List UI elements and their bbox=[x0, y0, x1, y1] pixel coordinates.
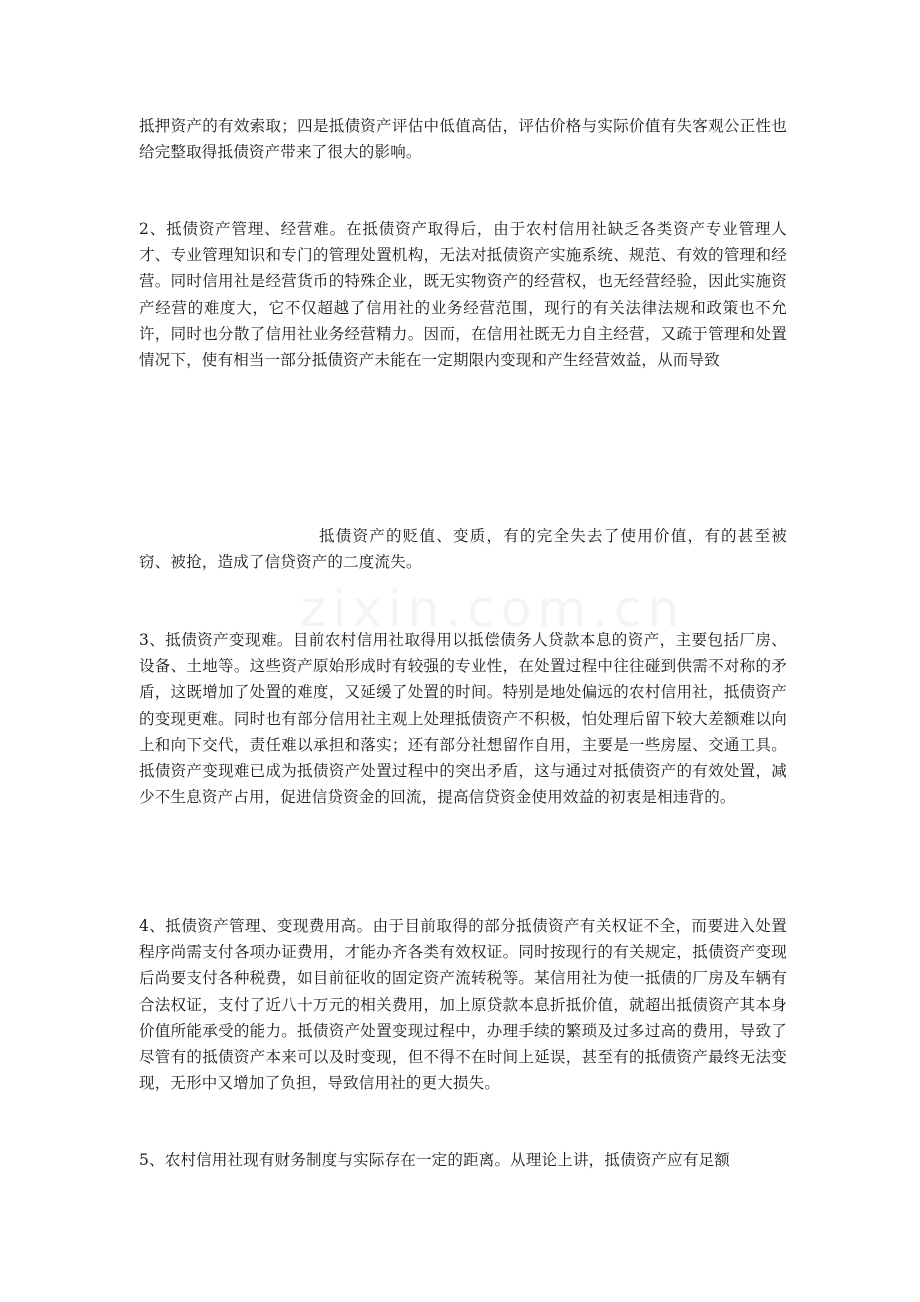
paragraph-5: 4、抵债资产管理、变现费用高。由于目前取得的部分抵债资产有关权证不全，而要进入处置程序尚需支付各项办证费用，才能办齐各类有效权证。同时按现行的有关规定，抵债资产变现后尚要支付各种税费，如目前征收的固定资产流转税等。某信用社为使一抵债的厂房及车辆有合法权证，支付了近八十万元的相关费用，加上原贷款本息折抵价值，就超出抵债资产其本身价值所能承受的能力。抵债资产处置变现过程中，办理手续的繁琐及过多过高的费用，导致了尽管有的抵债资产本来可以及时变现，但不得不在时间上延误，甚至有的抵债资产最终无法变现，无形中又增加了负担，导致信用社的更大损失。 bbox=[139, 917, 787, 1093]
paragraph-2: 2、抵债资产管理、经营难。在抵债资产取得后，由于农村信用社缺乏各类资产专业管理人才、专业管理知识和专门的管理处置机构，无法对抵债资产实施系统、规范、有效的管理和经营。同时信用社是经营货币的特殊企业，既无实物资产的经营权，也无经营经验，因此实施资产经营的难度大，它不仅超越了信用社的业务经营范围，现行的有关法律法规和政策也不允许，同时也分散了信用社业务经营精力。因而，在信用社既无力自主经营，又疏于管理和处置情况下，使有相当一部分抵债资产未能在一定期限内变现和产生经营效益，从而导致 bbox=[139, 220, 787, 370]
paragraph-1: 抵押资产的有效索取；四是抵债资产评估中低值高估，评估价格与实际价值有失客观公正性也给完整取得抵债资产带来了很大的影响。 bbox=[139, 117, 787, 162]
paragraph-6: 5、农村信用社现有财务制度与实际存在一定的距离。从理论上讲，抵债资产应有足额 bbox=[139, 1151, 730, 1169]
paragraph-4: 3、抵债资产变现难。目前农村信用社取得用以抵偿债务人贷款本息的资产，主要包括厂房、设备、土地等。这些资产原始形成时有较强的专业性，在处置过程中往往碰到供需不对称的矛盾，这既增加了处置的难度，又延缓了处置的时间。特别是地处偏远的农村信用社，抵债资产的变现更难。同时也有部分信用社主观上处理抵债资产不积极，怕处理后留下较大差额难以向上和向下交代，责任难以承担和落实；还有部分社想留作自用，主要是一些房屋、交通工具。抵债资产变现难已成为抵债资产处置过程中的突出矛盾，这与通过对抵债资产的有效处置，减少不生息资产占用，促进信贷资金的回流，提高信贷资金使用效益的初衷是相违背的。 bbox=[139, 631, 787, 807]
paragraph-3: 抵债资产的贬值、变质，有的完全失去了使用价值，有的甚至被窃、被抢，造成了信贷资产的二度流失。 bbox=[139, 527, 787, 572]
